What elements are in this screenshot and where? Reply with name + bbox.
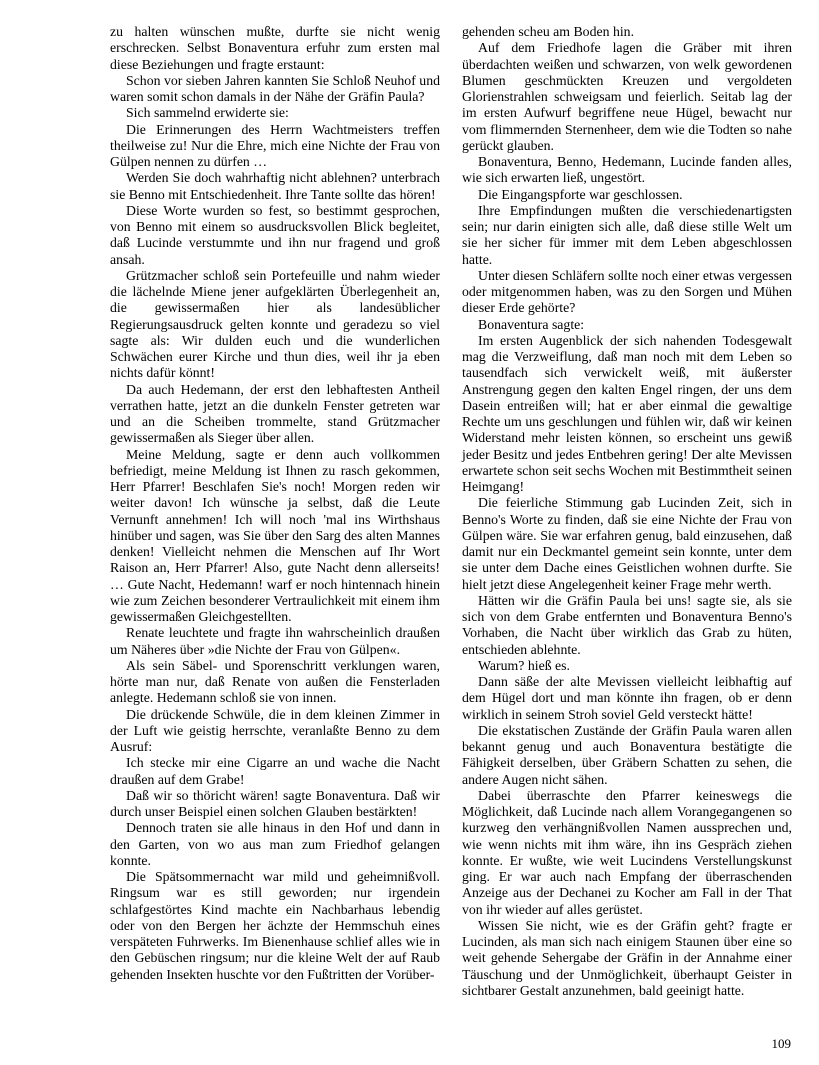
paragraph: Diese Worte wurden so fest, so bestimmt gesprochen, von Benno mit einem so ausdrucksvollen Blick begleitet, daß Lucinde verstummte und ihn nur fragend und groß ansah. <box>110 202 440 267</box>
paragraph: Die drückende Schwüle, die in dem kleinen Zimmer in der Luft wie geistig herrschte, veranlaßte Benno zu dem Ausruf: <box>110 706 440 754</box>
paragraph: Werden Sie doch wahrhaftig nicht ablehnen? unterbrach sie Benno mit Entschiedenheit. Ihre Tante sollte das hören! <box>110 170 440 202</box>
paragraph: Warum? hieß es. <box>478 657 570 673</box>
paragraph: Dann säße der alte Mevissen vielleicht leibhaftig auf dem Hügel dort und man könnte ihn fragen, ob er denn wirklich in seinem Stroh soviel Geld versteckt hätte! <box>462 674 792 722</box>
page-number: 109 <box>771 1036 791 1051</box>
paragraph: Ich stecke mir eine Cigarre an und wache die Nacht draußen auf dem Grabe! <box>110 755 440 787</box>
paragraph: Meine Meldung, sagte er denn auch vollkommen befriedigt, meine Meldung ist Ihnen zu rasch gekommen, Herr Pfarrer! Beschlafen Sie's noch! Morgen reden wir weiter davon! Ich wünsche ja selbst, daß die Leute Vernunft annehmen! Ich will noch 'mal ins Wirthshaus hinüber und sagen, was Sie über den Sarg des alten Mannes denken! Vielleicht nehmen die Menschen auf Ihr Wort Raison an, Herr Pfarrer! Also, gute Nacht denn allerseits! … Gute Nacht, Hedemann! warf er noch hintennach hinein wie zum Zeichen besonderer Vertraulichkeit mit einem ihm gewissermaßen Gleichgestellten. <box>110 446 440 624</box>
paragraph: Die feierliche Stimmung gab Lucinden Zeit, sich in Benno's Worte zu finden, daß sie eine Nichte der Frau von Gülpen wäre. Sie war erfahren genug, bald einzusehen, daß damit nur ein Deckmantel gemeint sein konnte, unter dem sie unter dem Dache eines Geistlichen wohnen durfte. Sie hielt jetzt diese Angelegenheit keiner Frage mehr werth. <box>462 495 792 592</box>
paragraph: Die Erinnerungen des Herrn Wachtmeisters treffen theilweise zu! Nur die Ehre, mich eine Nichte der Frau von Gülpen nennen zu dürfen … <box>110 121 440 169</box>
paragraph: Als sein Säbel- und Sporenschritt verklungen waren, hörte man nur, daß Renate von außen die Fensterladen anlegte. Hedemann schloß sie von innen. <box>110 657 440 706</box>
left-column <box>110 24 440 999</box>
paragraph: Dennoch traten sie alle hinaus in den Hof und dann in den Garten, von wo aus man zum Friedhof gelangen konnte. <box>110 820 440 868</box>
paragraph: Daß wir so thöricht wären! sagte Bonaventura. Daß wir durch unser Beispiel einen solchen Glauben bestärkten! <box>110 787 440 819</box>
paragraph: Da auch Hedemann, der erst den lebhaftesten Antheil verrathen hatte, jetzt an die dunkeln Fenster getreten war und an die Scheiben trommelte, stand Grützmacher gewissermaßen als Sieger über allen. <box>110 381 440 446</box>
paragraph: Bonaventura sagte: <box>478 316 585 332</box>
paragraph: gehenden scheu am Boden hin. <box>462 24 635 39</box>
paragraph: Die ekstatischen Zustände der Gräfin Paula waren allen bekannt genug und auch Bonaventura bestätigte die Fähigkeit derselben, über Gräbern Schatten zu sehen, die andere Augen nicht sähen. <box>462 722 792 787</box>
paragraph: zu halten wünschen mußte, durfte sie nicht wenig erschrecken. Selbst Bonaventura erfuhr zum ersten mal diese Beziehungen und fragte erstaunt: <box>110 24 440 72</box>
paragraph: Wissen Sie nicht, wie es der Gräfin geht? fragte er Lucinden, als man sich nach einigem Staunen über eine so weit gehende Sehergabe der Gräfin in der Annahme einer Täuschung und der Unmöglichkeit, überhaupt Geister in sichtbarer Gestalt anzunehmen, bald geeinigt hatte. <box>462 917 792 998</box>
paragraph: Die Spätsommernacht war mild und geheimnißvoll. Ringsum war es still geworden; nur irgendein schlafgestörtes Kind machte ein Nachbarhaus lebendig oder von den Bergen her ächzte der Hemmschuh eines verspäteten Fuhrwerks. Im Bienenhause schlief alles wie in den Gebüschen ringsum; nur die kleine Welt der auf Raub gehenden Insekten huschte vor den Fußtritten der Vorüber- <box>110 869 440 982</box>
paragraph: Die Eingangspforte war geschlossen. <box>478 186 683 202</box>
paragraph: Dabei überraschte den Pfarrer keineswegs die Möglichkeit, daß Lucinde nach allem Vorangegangenen so kurzweg den verhängnißvollen Namen aussprechen und, wie wenn nichts mit ihm wäre, ihn ins Gespräch ziehen konnte. Er wußte, wie weit Lucindens Verstellungskunst ging. Er war auch nach Empfang der überraschenden Anzeige aus der Dechanei zu Kocher am Fall in der That von ihr wieder auf alles gerüstet. <box>462 787 792 917</box>
paragraph: Bonaventura, Benno, Hedemann, Lucinde fanden alles, wie sich erwarten ließ, ungestört. <box>462 154 792 186</box>
right-column <box>462 24 792 999</box>
paragraph: Schon vor sieben Jahren kannten Sie Schloß Neuhof und waren somit schon damals in der Nähe der Gräfin Paula? <box>110 72 440 104</box>
paragraph: Hätten wir die Gräfin Paula bei uns! sagte sie, als sie sich von dem Grabe entfernten und Bonaventura Benno's Vorhaben, die Nacht über wirklich das Grab zu hüten, entschieden ablehnte. <box>462 592 792 657</box>
paragraph: Unter diesen Schläfern sollte noch einer etwas vergessen oder mitgenommen haben, was zu den Sorgen und Mühen dieser Erde gehörte? <box>462 267 792 316</box>
paragraph: Im ersten Augenblick der sich nahenden Todesgewalt mag die Verzweiflung, daß man noch mit dem Leben so tausendfach sich verwickelt weiß, mit äußerster Anstrengung gegen den kalten Engel ringen, der uns dem Dasein entreißen will; hat er aber einmal die gewaltige Rechte um uns geschlungen und fühlen wir, daß wir keinen Widerstand mehr leisten können, so erscheint uns gewiß jeder Besitz und jedes Entbehren gering! Der alte Mevissen erwartete schon seit sechs Wochen mit Bestimmtheit seinen Heimgang! <box>462 332 792 494</box>
paragraph: Ihre Empfindungen mußten die verschiedenartigsten sein; nur darin einigten sich alle, daß diese stille Welt um sie her sicher für immer mit dem Leben abgeschlossen hatte. <box>462 202 792 267</box>
paragraph: Renate leuchtete und fragte ihn wahrscheinlich draußen um Näheres über »die Nichte der Frau von Gülpen«. <box>110 625 440 657</box>
paragraph: Sich sammelnd erwiderte sie: <box>126 105 289 121</box>
paragraph: Auf dem Friedhofe lagen die Gräber mit ihren überdachten weißen und schwarzen, von welk gewordenen Blumen geschmückten Kreuzen und vergoldeten Glorienstrahlen schweigsam und feierlich. Seitab lag der im ersten Aufwurf begriffene neue Hügel, bewacht nur vom flimmernden Sternenheer, dem wie die Todten so nahe gerückt glauben. <box>462 40 792 153</box>
text-columns <box>110 24 792 999</box>
paragraph: Grützmacher schloß sein Portefeuille und nahm wieder die lächelnde Miene jener aufgeklärten Überlegenheit an, die gewissermaßen hier als landesüblicher Regierungsausdruck gelten konnte und geradezu so viel sagte als: Wir dulden euch und die wunderlichen Schwächen eurer Kirche und thun dies, weil ihr ja eben nichts dafür könnt! <box>110 267 440 381</box>
